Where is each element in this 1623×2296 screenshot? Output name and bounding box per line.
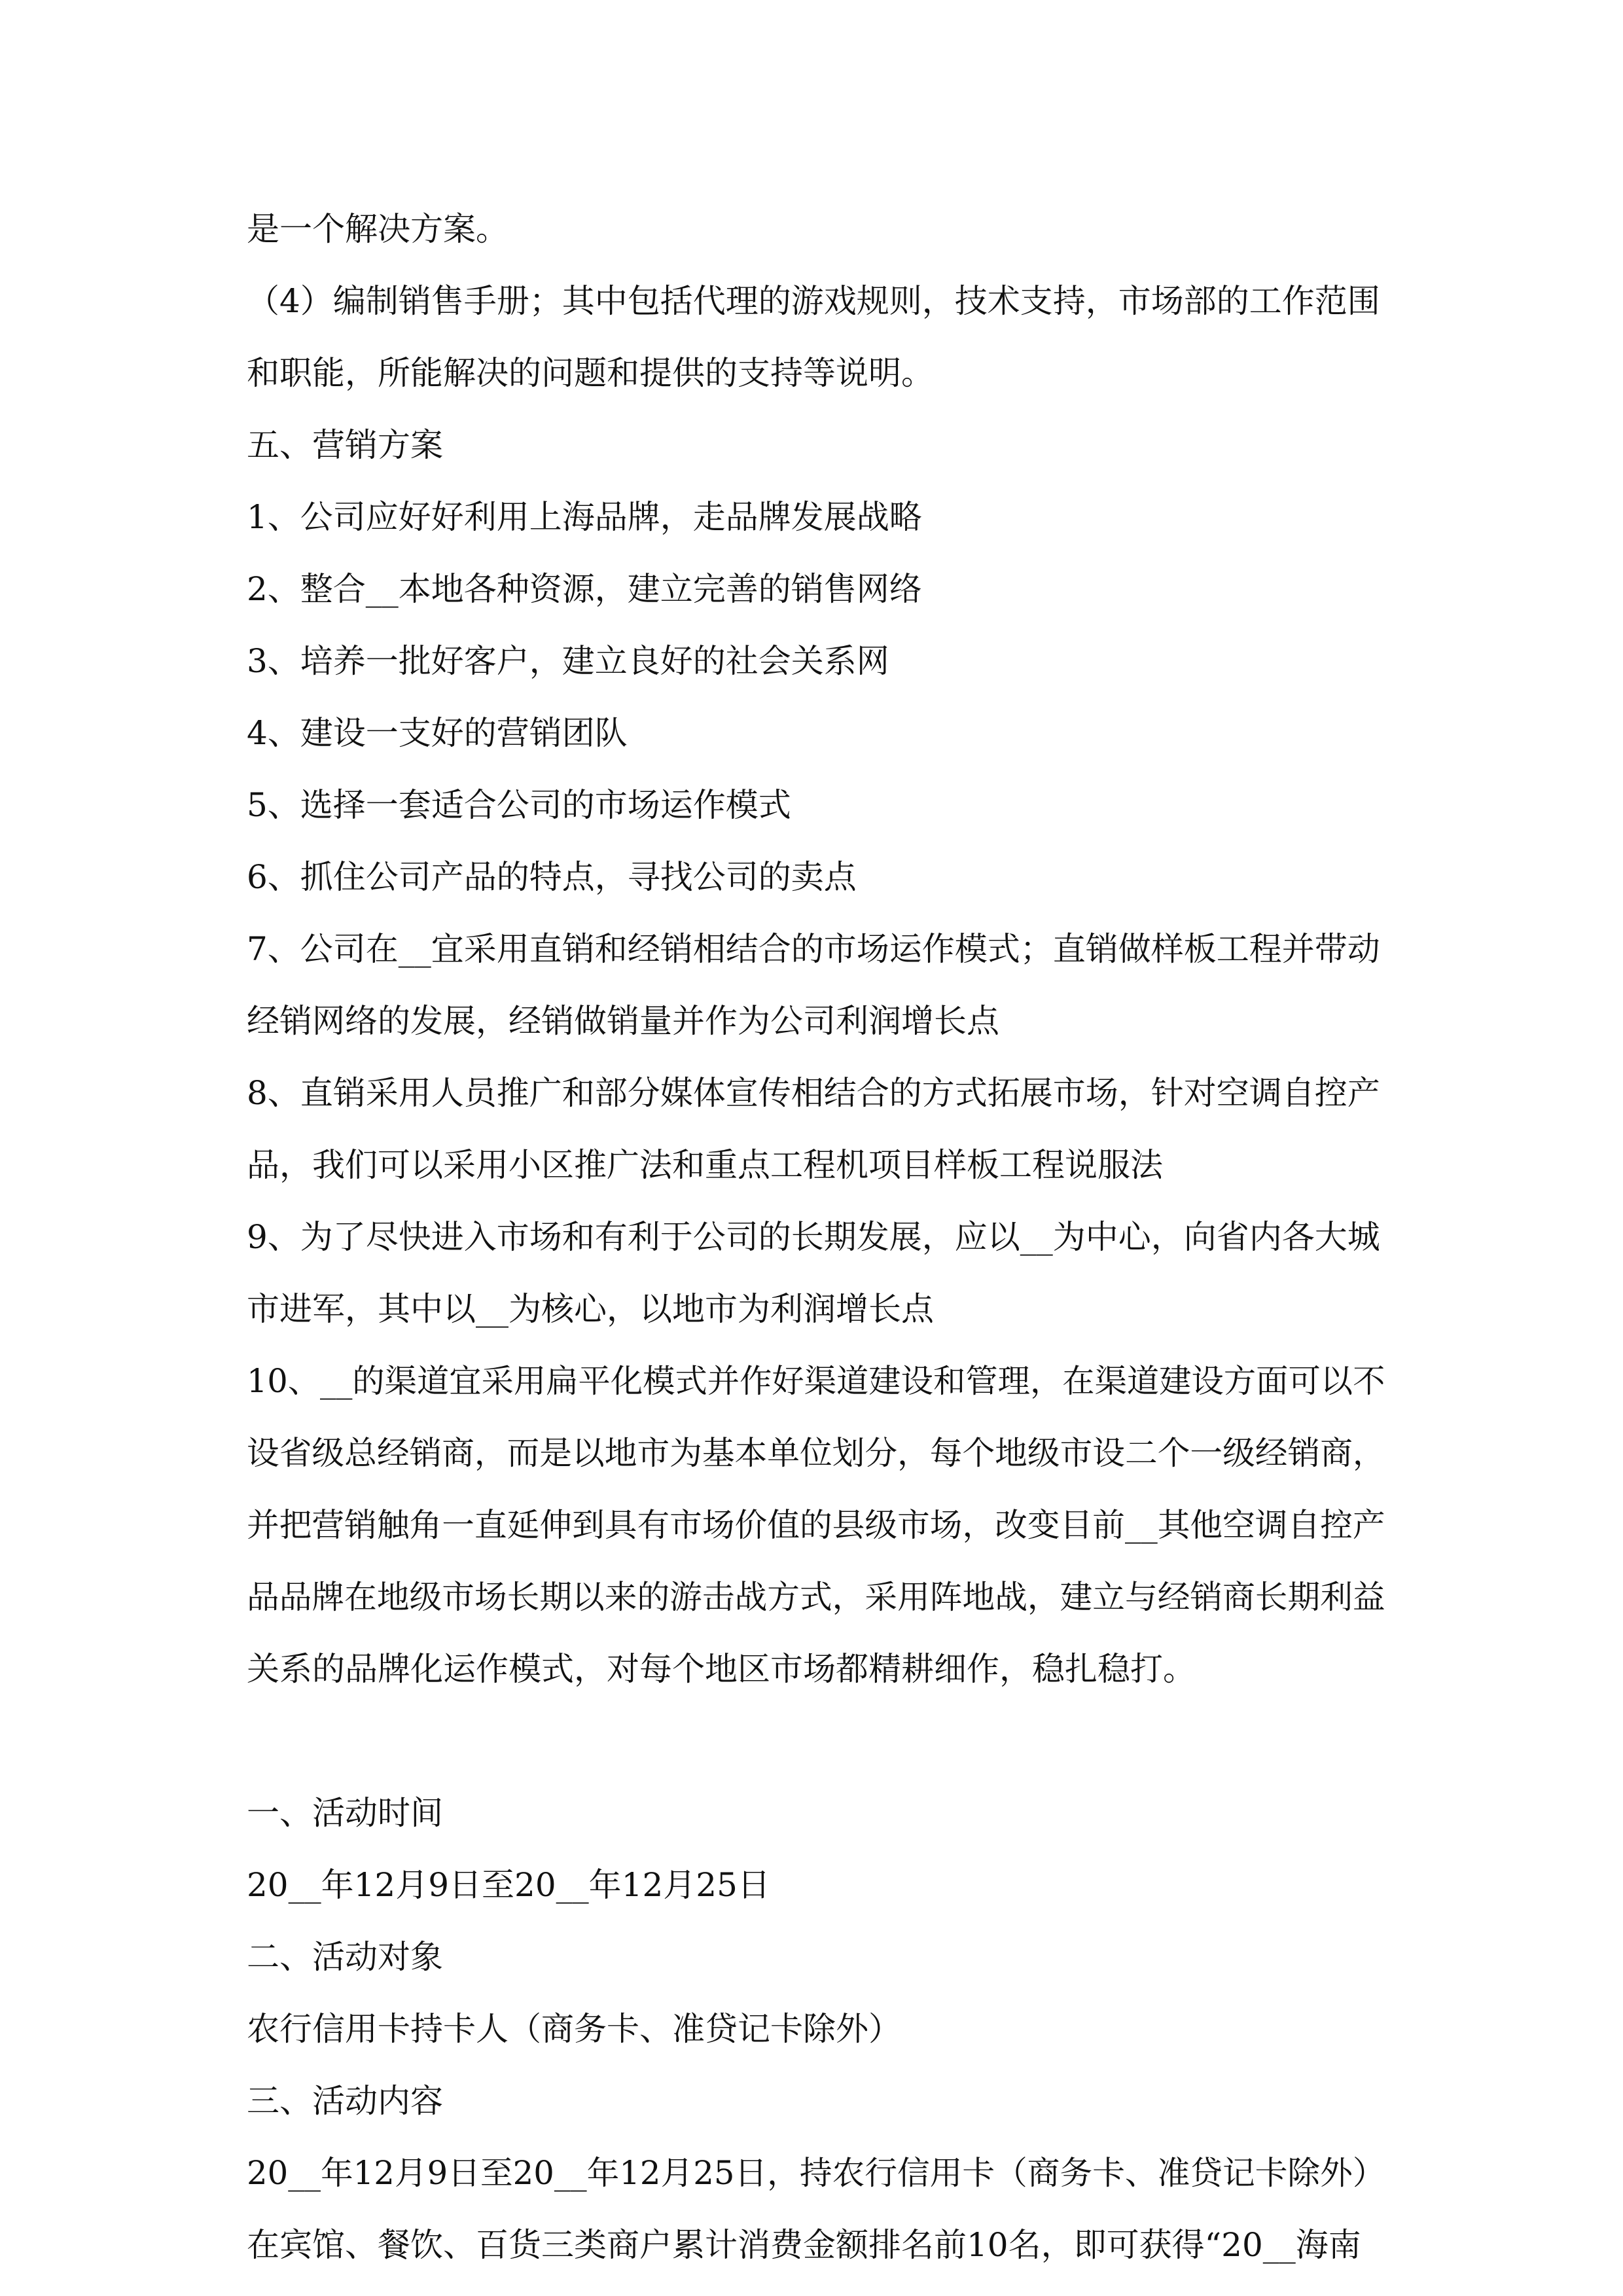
list-item: 6、抓住公司产品的特点，寻找公司的卖点 (247, 858, 857, 896)
text-line: 关系的品牌化运作模式，对每个地区市场都精耕细作，稳扎稳打。 (247, 1650, 1196, 1688)
list-item: 2、整合__本地各种资源，建立完善的销售网络 (247, 570, 922, 608)
text-line: 农行信用卡持卡人（商务卡、准贷记卡除外） (247, 2010, 901, 2048)
text-line: 并把营销触角一直延伸到具有市场价值的县级市场，改变目前__其他空调自控产 (247, 1506, 1385, 1544)
text-line: 品，我们可以采用小区推广法和重点工程机项目样板工程说服法 (247, 1146, 1163, 1184)
list-item: 4、建设一支好的营销团队 (247, 714, 628, 752)
section-heading: 二、活动对象 (247, 1938, 443, 1976)
list-item: 3、培养一批好客户，建立良好的社会关系网 (247, 642, 889, 680)
text-line: 市进军，其中以__为核心，以地市为利润增长点 (247, 1290, 934, 1328)
section-heading: 五、营销方案 (247, 426, 443, 464)
list-item: 9、为了尽快进入市场和有利于公司的长期发展，应以__为中心，向省内各大城 (247, 1218, 1380, 1256)
section-heading: 三、活动内容 (247, 2082, 443, 2120)
text-line: 经销网络的发展，经销做销量并作为公司利润增长点 (247, 1002, 999, 1040)
list-item: 8、直销采用人员推广和部分媒体宣传相结合的方式拓展市场，针对空调自控产 (247, 1074, 1380, 1112)
list-item: 10、__的渠道宜采用扁平化模式并作好渠道建设和管理，在渠道建设方面可以不 (247, 1362, 1385, 1400)
text-line: 和职能，所能解决的问题和提供的支持等说明。 (247, 354, 934, 392)
list-item: 7、公司在__宜采用直销和经销相结合的市场运作模式；直销做样板工程并带动 (247, 930, 1380, 968)
document-body (247, 193, 1385, 2281)
text-line: 是一个解决方案。 (247, 210, 508, 248)
text-line: （4）编制销售手册；其中包括代理的游戏规则，技术支持，市场部的工作范围 (247, 282, 1380, 320)
blank-line (247, 1705, 1385, 1777)
section-heading: 一、活动时间 (247, 1794, 443, 1832)
text-line: 设省级总经销商，而是以地市为基本单位划分，每个地级市设二个一级经销商， (247, 1434, 1385, 1472)
text-line: 20__年12月9日至20__年12月25日，持农行信用卡（商务卡、准贷记卡除外） (247, 2154, 1385, 2192)
text-line: 在宾馆、餐饮、百货三类商户累计消费金额排名前10名，即可获得“20__海南 (247, 2226, 1361, 2264)
text-line: 品品牌在地级市场长期以来的游击战方式，采用阵地战，建立与经销商长期利益 (247, 1578, 1385, 1616)
text-line: 20__年12月9日至20__年12月25日 (247, 1866, 770, 1904)
list-item: 1、公司应好好利用上海品牌，走品牌发展战略 (247, 498, 922, 536)
list-item: 5、选择一套适合公司的市场运作模式 (247, 786, 791, 824)
